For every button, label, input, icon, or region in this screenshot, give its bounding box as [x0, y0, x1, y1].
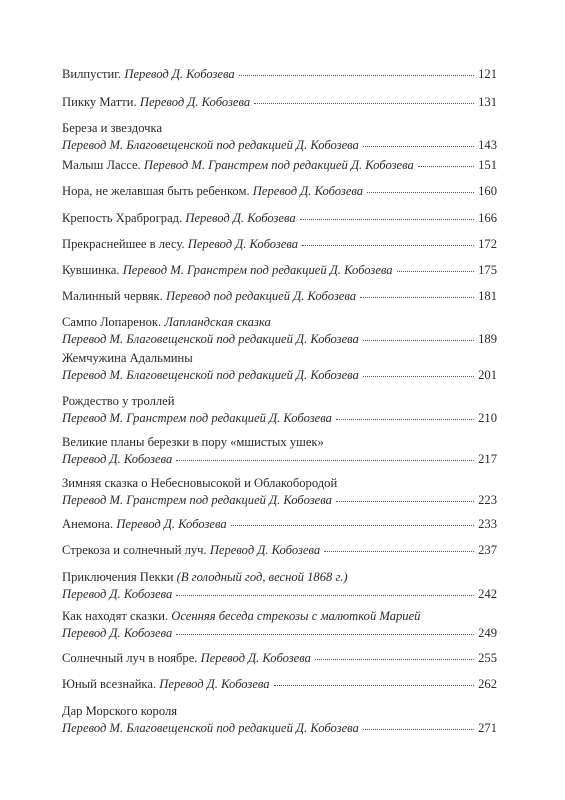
toc-entry-line	[62, 625, 497, 642]
toc-entry-text	[62, 262, 393, 279]
toc-entry-line	[62, 720, 497, 737]
entry-title: Зимняя сказка о Небесновысокой и Облакобородой	[62, 476, 338, 490]
toc-entry-text	[62, 475, 337, 492]
dot-leader	[363, 729, 474, 730]
toc-entry[interactable]	[62, 120, 497, 154]
dot-leader	[274, 685, 475, 686]
toc-entry[interactable]	[62, 262, 497, 279]
toc-entry-text	[62, 434, 324, 451]
page-number: 242	[478, 587, 497, 601]
entry-title: Малыш Лассе.	[62, 158, 144, 172]
toc-entry-line	[62, 410, 497, 427]
toc-entry-text	[62, 586, 172, 603]
toc-entry[interactable]	[62, 94, 497, 111]
dot-leader	[239, 75, 474, 76]
dot-leader	[254, 103, 474, 104]
toc-entry-line	[62, 137, 497, 154]
toc-entry[interactable]	[62, 157, 497, 174]
entry-title: Пикку Матти.	[62, 95, 140, 109]
entry-credit: Перевод М. Благовещенской под редакцией Д. Кобозева	[62, 332, 359, 346]
entry-title: Рождество у троллей	[62, 394, 175, 408]
page-number: 223	[478, 493, 497, 507]
entry-credit: Перевод Д. Кобозева	[252, 184, 364, 198]
page-number: 160	[478, 184, 497, 198]
toc-entry-line	[62, 288, 497, 305]
toc-entry[interactable]	[62, 350, 497, 384]
page-number: 233	[478, 517, 497, 531]
entry-title: Дар Морского короля	[62, 704, 178, 718]
entry-credit: Перевод Д. Кобозева	[139, 95, 251, 109]
entry-title: Малинный червяк.	[62, 289, 166, 303]
dot-leader	[300, 219, 474, 220]
page-number: 237	[478, 543, 497, 557]
entry-credit: Перевод Д. Кобозева	[116, 517, 227, 531]
entry-credit: Перевод М. Благовещенской под редакцией Д. Кобозева	[62, 721, 359, 735]
toc-entry-line	[62, 516, 497, 533]
page-number: 255	[478, 651, 497, 665]
dot-leader	[363, 376, 474, 377]
entry-credit: Перевод Д. Кобозева	[62, 452, 173, 466]
page-number: 166	[478, 211, 497, 225]
page-number: 210	[478, 411, 497, 425]
toc-entry-text	[62, 236, 298, 253]
dot-leader	[367, 192, 474, 193]
page-number: 121	[478, 67, 497, 81]
dot-leader	[176, 595, 474, 596]
toc-entry[interactable]	[62, 703, 497, 737]
page-number: 217	[478, 452, 497, 466]
toc-entry-line	[62, 367, 497, 384]
entry-title: Жемчужина Адальмины	[62, 351, 193, 365]
toc-entry[interactable]	[62, 183, 497, 200]
toc-entry[interactable]	[62, 569, 497, 603]
toc-entry-text	[62, 350, 193, 367]
entry-credit: Перевод Д. Кобозева	[187, 237, 299, 251]
toc-entry-text	[62, 676, 270, 693]
entry-title: Прекраснейшее в лесу.	[62, 237, 188, 251]
dot-leader	[176, 460, 474, 461]
entry-title: Приключения Пекки	[62, 570, 177, 584]
toc-entry-line	[62, 262, 497, 279]
toc-entry-line	[62, 314, 497, 331]
toc-entry-line	[62, 542, 497, 559]
page-number: 131	[478, 95, 497, 109]
toc-entry-text	[62, 703, 177, 720]
entry-credit: Перевод Д. Кобозева	[124, 67, 235, 81]
toc-entry[interactable]	[62, 434, 497, 468]
entry-credit: Перевод Д. Кобозева	[62, 587, 173, 601]
toc-entry-text	[62, 288, 356, 305]
page-number: 201	[478, 368, 497, 382]
page-number: 175	[478, 263, 497, 277]
entry-title: Нора, не желавшая быть ребенком.	[62, 184, 253, 198]
toc-entry-line	[62, 676, 497, 693]
entry-title: Солнечный луч в ноябре.	[62, 651, 201, 665]
entry-credit: Перевод Д. Кобозева	[185, 211, 296, 225]
entry-credit: (В голодный год, весной 1868 г.)	[176, 570, 348, 584]
toc-entry-line	[62, 157, 497, 174]
entry-title: Вилпустиг.	[62, 67, 125, 81]
dot-leader	[363, 340, 474, 341]
entry-credit: Осенняя беседа стрекозы с малюткой Марией	[171, 609, 421, 623]
page-number: 181	[478, 289, 497, 303]
page-number: 271	[478, 721, 497, 735]
dot-leader	[363, 146, 474, 147]
toc-entry-text	[62, 516, 227, 533]
entry-credit: Перевод М. Гранстрем под редакцией Д. Кобозева	[122, 263, 393, 277]
entry-title: Юный всезнайка.	[62, 677, 160, 691]
toc-entry[interactable]	[62, 475, 497, 509]
toc-entry[interactable]	[62, 236, 497, 253]
toc-entry-text	[62, 720, 359, 737]
dot-leader	[315, 659, 474, 660]
toc-entry[interactable]	[62, 66, 497, 83]
toc-entry-line	[62, 569, 497, 586]
entry-title: Анемона.	[62, 517, 117, 531]
toc-entry-text	[62, 120, 162, 137]
toc-entry-line	[62, 492, 497, 509]
toc-entry-text	[62, 608, 420, 625]
toc-entry-text	[62, 410, 332, 427]
dot-leader	[418, 166, 474, 167]
toc-entry-line	[62, 210, 497, 227]
toc-entry[interactable]	[62, 516, 497, 533]
toc-entry-text	[62, 542, 320, 559]
entry-credit: Перевод М. Гранстрем под редакцией Д. Кобозева	[62, 411, 332, 425]
entry-title: Великие планы березки в пору «мшистых ушек»	[62, 435, 324, 449]
entry-credit: Перевод М. Благовещенской под редакцией Д. Кобозева	[62, 138, 359, 152]
toc-entry[interactable]	[62, 288, 497, 305]
toc-entry-line	[62, 475, 497, 492]
entry-credit: Перевод Д. Кобозева	[159, 677, 270, 691]
toc-entry-line	[62, 586, 497, 603]
toc-entry-text	[62, 157, 414, 174]
toc-entry-text	[62, 210, 296, 227]
toc-entry-text	[62, 314, 271, 331]
dot-leader	[302, 245, 474, 246]
toc-entry[interactable]	[62, 314, 497, 348]
entry-credit: Перевод М. Гранстрем под редакцией Д. Кобозева	[143, 158, 414, 172]
toc-entry[interactable]	[62, 393, 497, 427]
toc-entry[interactable]	[62, 650, 497, 667]
toc-entry-line	[62, 451, 497, 468]
dot-leader	[397, 271, 475, 272]
toc-entry[interactable]	[62, 676, 497, 693]
toc-entry-line	[62, 331, 497, 348]
dot-leader	[176, 634, 474, 635]
toc-entry-line	[62, 650, 497, 667]
entry-title: Береза и звездочка	[62, 121, 163, 135]
toc-entry-text	[62, 492, 332, 509]
toc-entry-line	[62, 183, 497, 200]
toc-entry-line	[62, 703, 497, 720]
entry-title: Сампо Лопаренок.	[62, 315, 165, 329]
toc-entry[interactable]	[62, 210, 497, 227]
dot-leader	[336, 501, 474, 502]
entry-credit: Перевод Д. Кобозева	[200, 651, 311, 665]
toc-entry-line	[62, 236, 497, 253]
entry-title: Стрекоза и солнечный луч.	[62, 543, 210, 557]
dot-leader	[360, 297, 474, 298]
toc-entry-text	[62, 393, 175, 410]
toc-entry-line	[62, 393, 497, 410]
toc-entry-text	[62, 66, 235, 83]
toc-entry-line	[62, 94, 497, 111]
dot-leader	[324, 551, 474, 552]
toc-entry-text	[62, 137, 359, 154]
toc-entry-line	[62, 608, 497, 625]
entry-credit: Перевод Д. Кобозева	[209, 543, 321, 557]
toc-entry-line	[62, 120, 497, 137]
toc-entry-text	[62, 183, 363, 200]
page-number: 262	[478, 677, 497, 691]
page-number: 151	[478, 158, 497, 172]
entry-title: Крепость Храброград.	[62, 211, 186, 225]
toc-entry-line	[62, 434, 497, 451]
toc-entry-line	[62, 66, 497, 83]
entry-title: Как находят сказки.	[62, 609, 172, 623]
entry-credit: Перевод М. Благовещенской под редакцией Д. Кобозева	[62, 368, 359, 382]
page-number: 249	[478, 626, 497, 640]
toc-entry-text	[62, 625, 172, 642]
entry-credit: Перевод под редакцией Д. Кобозева	[165, 289, 356, 303]
dot-leader	[336, 419, 474, 420]
toc-entry-line	[62, 350, 497, 367]
dot-leader	[231, 525, 474, 526]
entry-title: Кувшинка.	[62, 263, 123, 277]
page-number: 189	[478, 332, 497, 346]
toc-entry-text	[62, 451, 172, 468]
toc-entry-text	[62, 94, 250, 111]
toc-entry-text	[62, 569, 348, 586]
page-number: 143	[478, 138, 497, 152]
toc-entry[interactable]	[62, 608, 497, 642]
toc-entry-text	[62, 367, 359, 384]
page-number: 172	[478, 237, 497, 251]
entry-credit: Лапландская сказка	[164, 315, 271, 329]
entry-credit: Перевод М. Гранстрем под редакцией Д. Кобозева	[62, 493, 332, 507]
entry-credit: Перевод Д. Кобозева	[62, 626, 173, 640]
toc-entry-text	[62, 331, 359, 348]
toc-entry-text	[62, 650, 311, 667]
toc-entry[interactable]	[62, 542, 497, 559]
